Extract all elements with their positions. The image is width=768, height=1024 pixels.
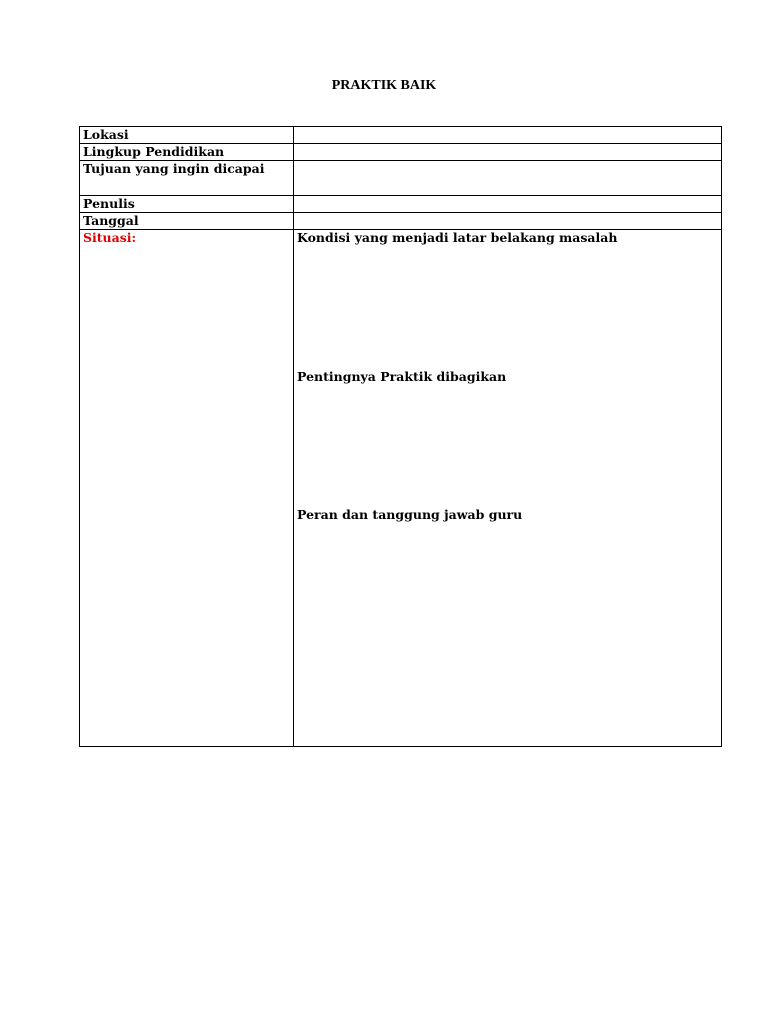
field-lingkup-pendidikan[interactable] xyxy=(294,144,722,161)
field-penulis[interactable] xyxy=(294,196,722,213)
form-row-lingkup-pendidikan xyxy=(80,144,722,161)
field-situasi[interactable] xyxy=(294,230,722,747)
form-row-tanggal xyxy=(80,213,722,230)
prompt-pentingnya: Pentingnya Praktik dibagikan xyxy=(297,369,507,384)
situasi-content xyxy=(297,230,718,746)
praktik-baik-form xyxy=(79,126,722,747)
prompt-peran: Peran dan tanggung jawab guru xyxy=(297,507,523,522)
label-situasi: Situasi: xyxy=(80,230,294,747)
field-tanggal[interactable] xyxy=(294,213,722,230)
page-title: PRAKTIK BAIK xyxy=(331,78,437,93)
label-penulis: Penulis xyxy=(80,196,294,213)
label-lokasi: Lokasi xyxy=(80,127,294,144)
label-lingkup-pendidikan: Lingkup Pendidikan xyxy=(80,144,294,161)
form-row-tujuan xyxy=(80,161,722,196)
form-row-penulis xyxy=(80,196,722,213)
label-tujuan: Tujuan yang ingin dicapai xyxy=(80,161,294,196)
field-lokasi[interactable] xyxy=(294,127,722,144)
form-row-situasi xyxy=(80,230,722,747)
label-tanggal: Tanggal xyxy=(80,213,294,230)
form-row-lokasi xyxy=(80,127,722,144)
prompt-kondisi: Kondisi yang menjadi latar belakang masalah xyxy=(297,230,618,245)
field-tujuan[interactable] xyxy=(294,161,722,196)
